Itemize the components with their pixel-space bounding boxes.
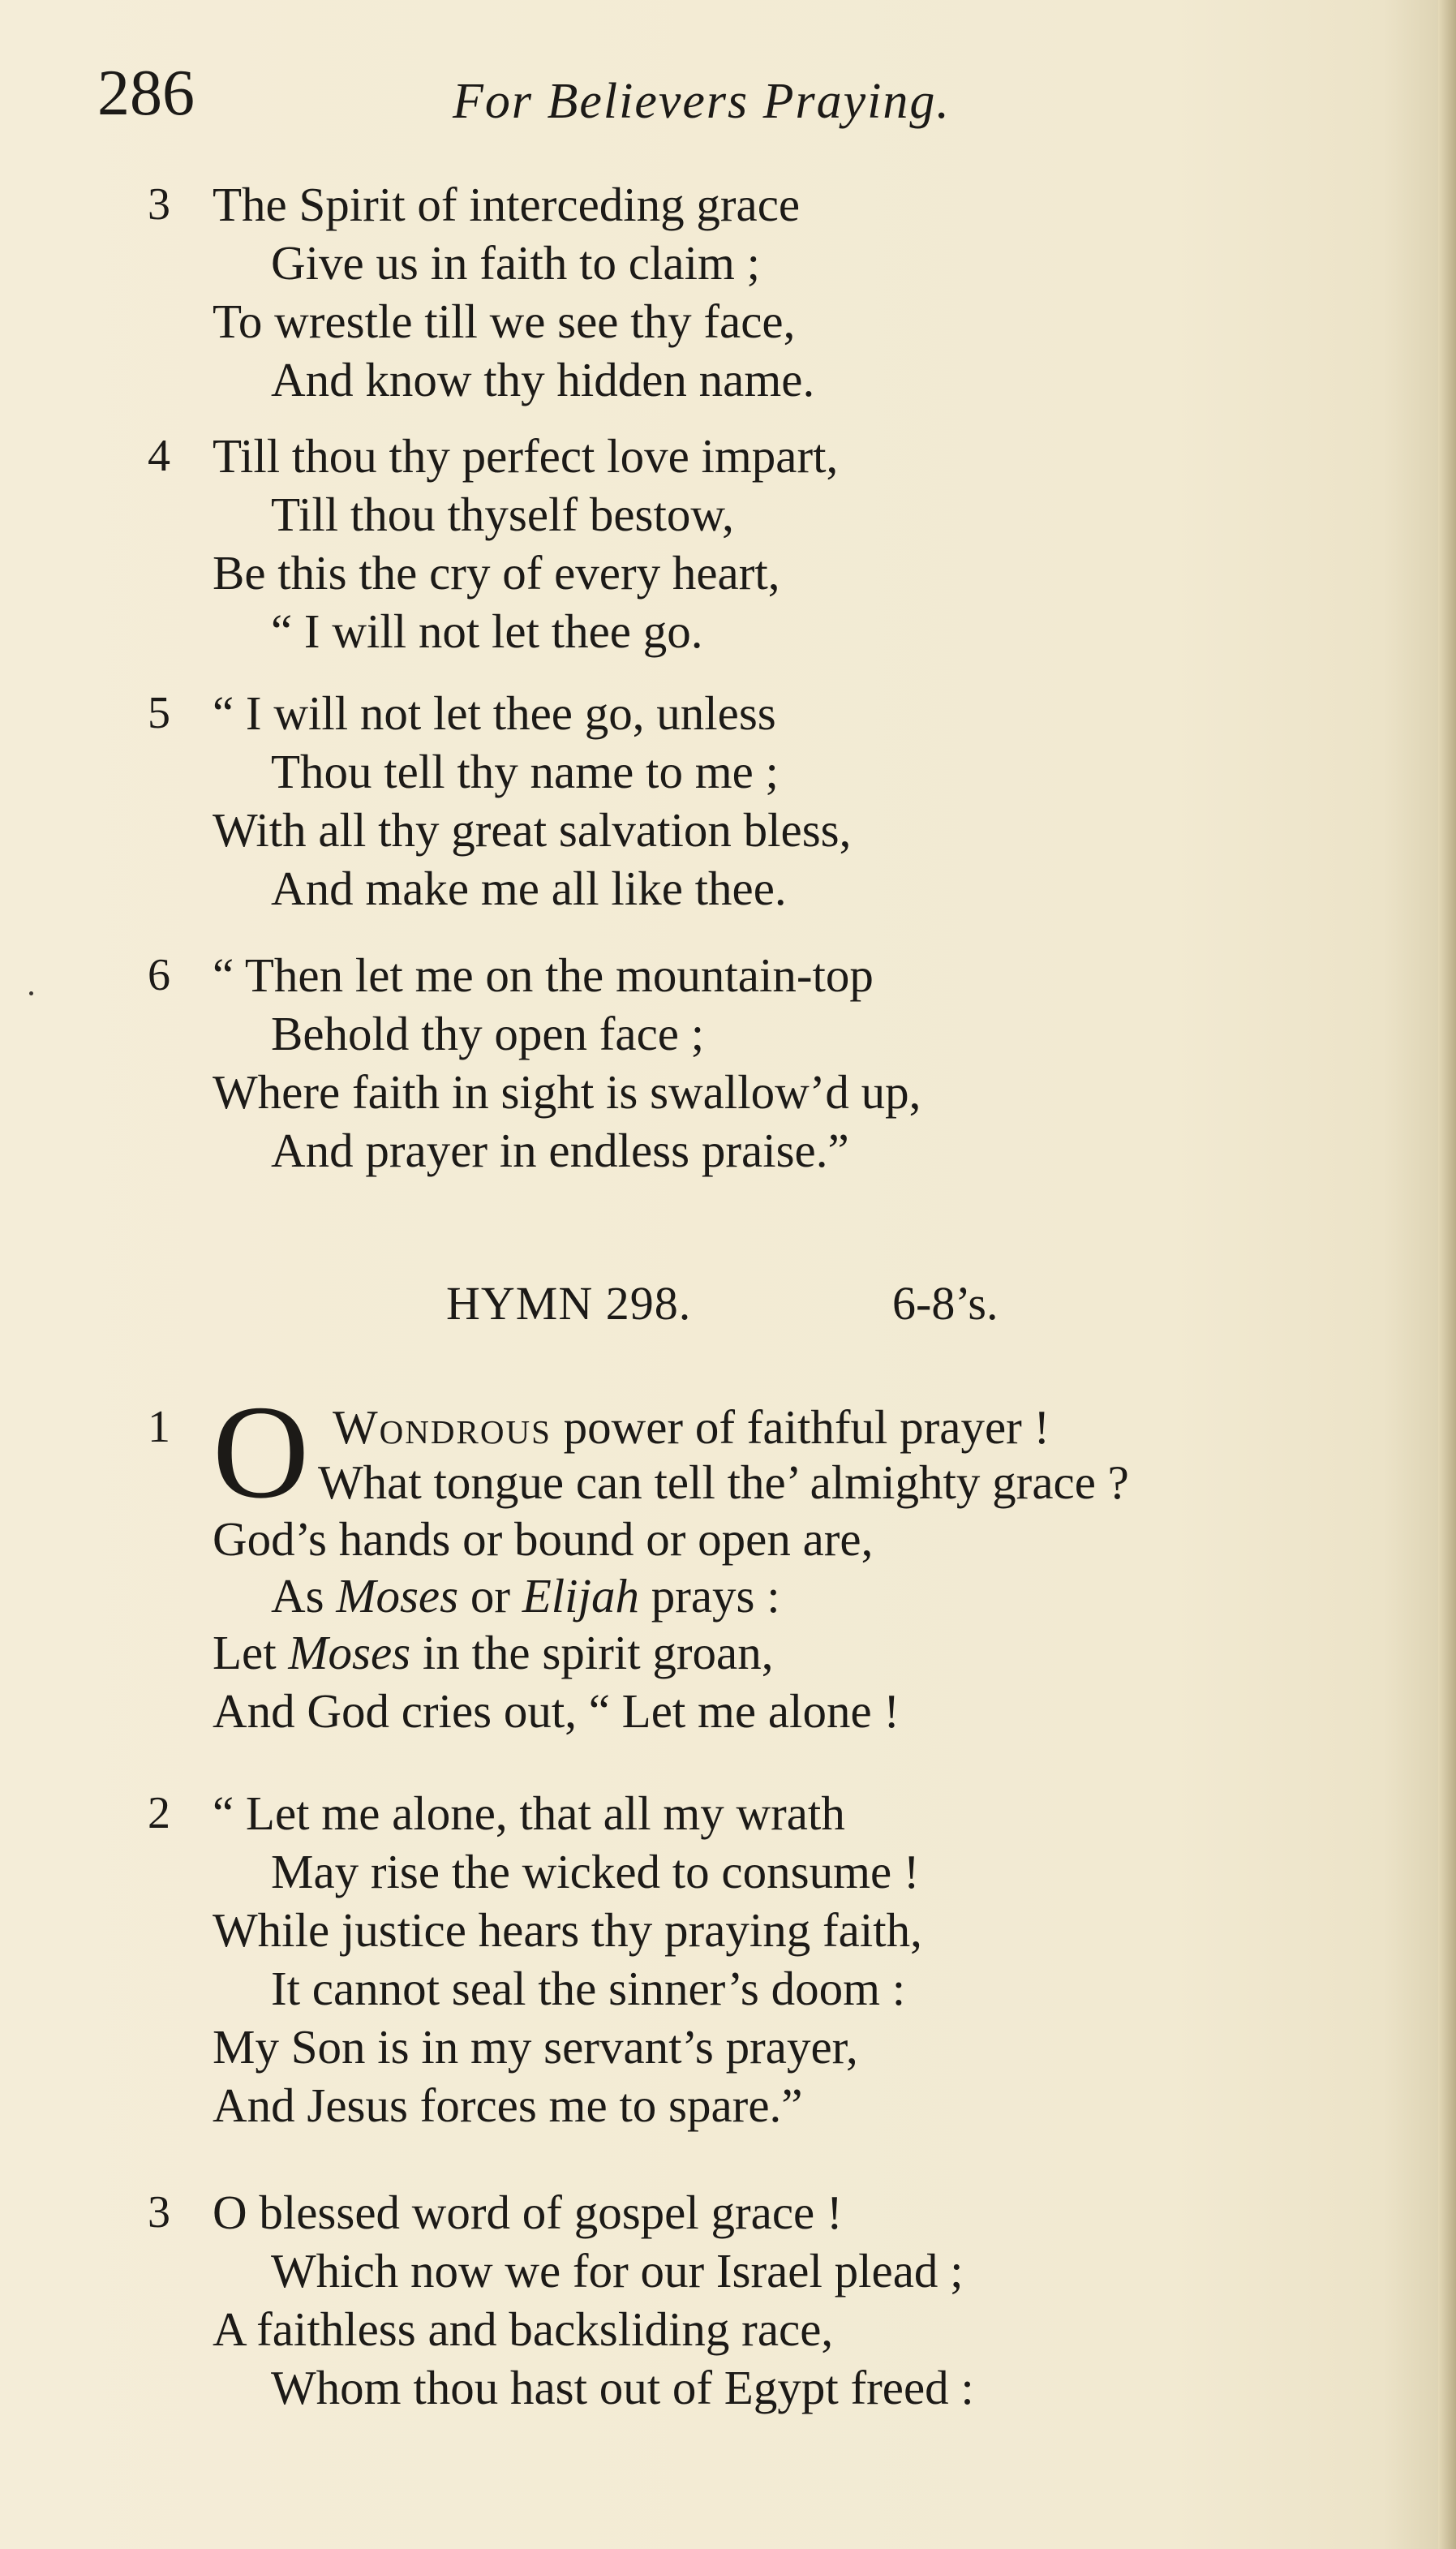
verse-line: [213, 1623, 773, 1683]
verse-number: 3: [148, 2187, 170, 2237]
verse-text: prays :: [638, 1569, 780, 1623]
verse-line: May rise the wicked to consume !: [271, 1845, 920, 1898]
verse-line: While justice hears thy praying faith,: [213, 1903, 922, 1957]
verse-number: 1: [148, 1402, 170, 1452]
verse-line: My Son is in my servant’s prayer,: [213, 2020, 858, 2074]
italic-name: Moses: [336, 1569, 459, 1623]
verse-line: Give us in faith to claim ;: [271, 236, 760, 290]
verse-line: Thou tell thy name to me ;: [271, 745, 779, 798]
verse-number: 4: [148, 431, 170, 481]
verse-text: or: [458, 1569, 522, 1623]
verse-line: The Spirit of interceding grace: [213, 178, 801, 231]
verse-line: A faithless and backsliding race,: [213, 2302, 834, 2356]
running-title: For Believers Praying.: [453, 74, 951, 129]
verse-line: “ Then let me on the mountain-top: [213, 948, 874, 1002]
verse-line: And prayer in endless praise.”: [271, 1124, 849, 1177]
drop-cap: O: [213, 1378, 310, 1526]
verse-text: Let: [213, 1626, 289, 1679]
verse-line-text: power of faithful prayer !: [551, 1400, 1050, 1454]
verse-line: Where faith in sight is swallow’d up,: [213, 1065, 921, 1119]
verse-line: “ I will not let thee go, unless: [213, 686, 776, 740]
verse-number: 2: [148, 1788, 170, 1838]
verse-text: As: [271, 1569, 337, 1623]
margin-speck: [29, 991, 33, 995]
verse-line: What tongue can tell the’ almighty grace ?: [318, 1455, 1129, 1509]
verse-line: “ I will not let thee go.: [271, 604, 703, 658]
verse-line: To wrestle till we see thy face,: [213, 294, 796, 348]
verse-text: in the spirit groan,: [410, 1626, 774, 1679]
verse-line: And make me all like thee.: [271, 862, 787, 915]
page-header: [0, 57, 1456, 138]
verse-line: “ Let me alone, that all my wrath: [213, 1786, 845, 1840]
verse-line: Till thou thyself bestow,: [271, 488, 734, 541]
verse-line: [271, 1566, 780, 1626]
verse-line: And Jesus forces me to spare.”: [213, 2078, 803, 2132]
verse-number: 6: [148, 950, 170, 1000]
verse-line: With all thy great salvation bless,: [213, 803, 852, 857]
verse-line: It cannot seal the sinner’s doom :: [271, 1962, 906, 2015]
verse-line: Behold thy open face ;: [271, 1007, 705, 1060]
verse-line: Be this the cry of every heart,: [213, 546, 780, 600]
hymn-title: HYMN 298.: [446, 1277, 692, 1330]
verse-line: Till thou thy perfect love impart,: [213, 429, 839, 483]
verse-number: 5: [148, 688, 170, 738]
verse-line: And know thy hidden name.: [271, 353, 815, 406]
verse-line: O blessed word of gospel grace !: [213, 2186, 843, 2239]
verse-line: Whom thou hast out of Egypt freed :: [271, 2361, 974, 2414]
verse-line: [333, 1397, 1050, 1457]
hymn-heading: [0, 1276, 1456, 1341]
verse-line: And God cries out, “ Let me alone !: [213, 1684, 900, 1738]
verse-number: 3: [148, 179, 170, 230]
hymn-meter: 6-8’s.: [892, 1277, 999, 1330]
verse-line: Which now we for our Israel plead ;: [271, 2244, 964, 2298]
italic-name: Moses: [288, 1626, 411, 1679]
page-number: 286: [97, 58, 195, 129]
page-edge: [1438, 0, 1456, 2549]
verse-line: God’s hands or bound or open are,: [213, 1512, 874, 1566]
small-caps-word: Wondrous: [333, 1400, 552, 1454]
italic-name: Elijah: [522, 1569, 639, 1623]
